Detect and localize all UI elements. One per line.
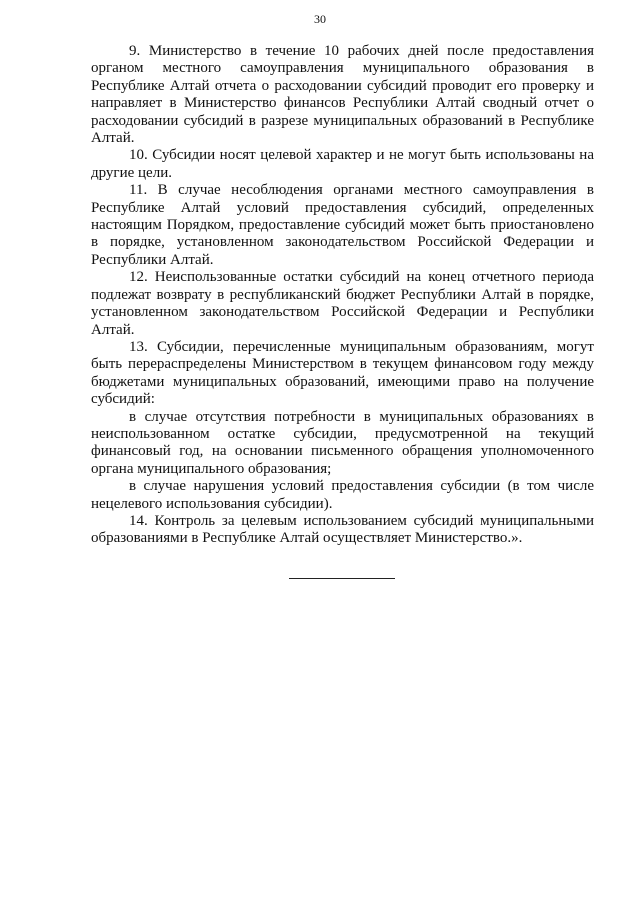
paragraph-11: 11. В случае несоблюдения органами местного самоуправления в Республике Алтай условий предоставления субсидий, определенных настоящим Порядком, предоставление субсидий может быть приостановлено в порядке, установленном законодательством Российской Федерации и Республики Алтай. bbox=[91, 182, 594, 268]
paragraph-10: 10. Субсидии носят целевой характер и не могут быть использованы на другие цели. bbox=[91, 147, 594, 181]
document-body bbox=[91, 43, 594, 548]
paragraph-9: 9. Министерство в течение 10 рабочих дней после предоставления органом местного самоуправления муниципального образования в Республике Алтай отчета о расходовании субсидий проводит его проверку и направляет в Министерство финансов Республики Алтай сводный отчет о расходовании субсидий в разрезе муниципальных образований в Республике Алтай. bbox=[91, 43, 594, 147]
paragraph-13-case-1: в случае отсутствия потребности в муниципальных образованиях в неиспользованном остатке субсидии, предусмотренной на текущий финансовый год, на основании письменного обращения уполномоченного органа муниципального образования; bbox=[91, 408, 594, 477]
paragraph-14: 14. Контроль за целевым использованием субсидий муниципальными образованиями в Республике Алтай осуществляет Министерство.». bbox=[91, 512, 594, 547]
paragraph-12: 12. Неиспользованные остатки субсидий на конец отчетного периода подлежат возврату в республиканский бюджет Республики Алтай в порядке, установленном законодательством Российской Федерации и Республики Алтай. bbox=[91, 269, 594, 338]
paragraph-13-case-2: в случае нарушения условий предоставления субсидии (в том числе нецелевого использования субсидии). bbox=[91, 478, 594, 512]
page-number: 30 bbox=[314, 12, 326, 26]
closing-divider-line bbox=[289, 578, 395, 579]
paragraph-13: 13. Субсидии, перечисленные муниципальным образованиям, могут быть перераспределены Министерством в текущем финансовом году между бюджетами муниципальных образований, имеющими право на получение субсидий: bbox=[91, 338, 594, 408]
